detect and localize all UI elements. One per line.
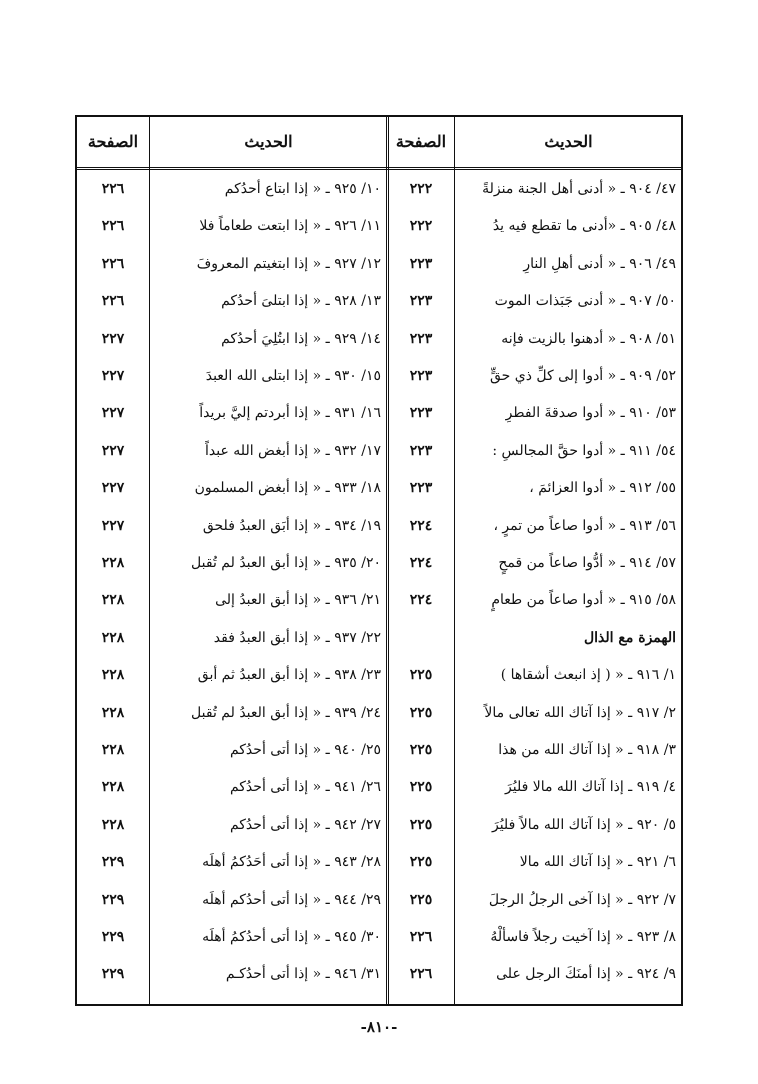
right-page-number: ٢٢٥ xyxy=(409,779,433,796)
left-page-number: ٢٢٨ xyxy=(101,816,125,833)
left-page-number: ٢٢٨ xyxy=(101,629,125,646)
left-page-number: ٢٢٩ xyxy=(101,929,125,945)
left-page-number: ٢٢٦ xyxy=(101,293,125,310)
left-page-number: ٢٢٨ xyxy=(101,592,125,609)
left-page-number: ٢٢٧ xyxy=(101,330,125,347)
right-hadith-entry: ٤٩/ ٩٠٦ ـ « أدنى أهلِ النارِ xyxy=(523,255,676,272)
right-hadith-entry: ٣/ ٩١٨ ـ « إذا آتاك الله من هذا xyxy=(498,742,676,758)
header-left-hadith: الحديث xyxy=(244,132,293,151)
right-hadith-entry: ٨/ ٩٢٣ ـ « إذا آخيت رجلاً فاسألْهُ xyxy=(490,929,676,945)
right-hadith-entry: ٤٨/ ٩٠٥ ـ «أدنى ما تقطع فيه يدُ xyxy=(492,218,676,235)
right-page-number xyxy=(388,620,454,656)
right-hadith-entry: ٥٥/ ٩١٢ ـ « أدوا العزائمَ ، xyxy=(529,480,676,497)
right-page-number: ٢٢٣ xyxy=(409,405,433,422)
left-hadith-entry: ٢٢/ ٩٣٧ ـ « إذا أبق العبدُ فقد xyxy=(213,629,381,646)
right-page-number: ٢٢٥ xyxy=(409,742,433,758)
right-page-number: ٢٢٣ xyxy=(409,330,433,347)
left-hadith-entry: ٢٠/ ٩٣٥ ـ « إذا أبق العبدُ لم تُقبل xyxy=(191,555,381,571)
left-hadith-entry: ١٣/ ٩٢٨ ـ « إذا ابتلىَ أحدُكم xyxy=(221,293,381,310)
left-page-number: ٢٢٦ xyxy=(101,181,125,197)
right-hadith-entry: ٢/ ٩١٧ ـ « إذا آتاك الله تعالى مالاً xyxy=(484,704,676,721)
right-page-number: ٢٢٣ xyxy=(409,442,433,459)
left-page-number: ٢٢٧ xyxy=(101,480,125,497)
right-page-number: ٢٢٢ xyxy=(409,181,433,197)
right-hadith-entry: ٥٢/ ٩٠٩ ـ « أدوا إلى كلِّ ذي حقٍّ xyxy=(490,368,676,384)
left-page-number: ٢٢٧ xyxy=(101,368,125,384)
right-hadith-entry: ٥/ ٩٢٠ ـ « إذا آتاك الله مالاً فليُرَ xyxy=(491,816,676,833)
left-hadith-entry: ٢٥/ ٩٤٠ ـ « إذا أتى أحدُكم xyxy=(229,742,381,758)
left-hadith-entry: ٢٩/ ٩٤٤ ـ « إذا أتى أحدُكم أهلَه xyxy=(202,891,381,908)
right-hadith-entry: ٥٠/ ٩٠٧ ـ « أدنى جَبَذات الموت xyxy=(494,293,676,310)
left-hadith-entry: ١٤/ ٩٢٩ ـ « إذا ابتُلِيَ أحدُكم xyxy=(221,330,381,347)
left-hadith-entry: ١٩/ ٩٣٤ ـ « إذا أبَق العبدُ فلحق xyxy=(202,517,381,534)
right-hadith-entry: ٥٦/ ٩١٣ ـ « أدوا صاعاً من تمرٍ ، xyxy=(493,517,676,534)
right-page-number: ٢٢٣ xyxy=(409,255,433,272)
left-hadith-entry: ٣١/ ٩٤٦ ـ « إذا أتى أحدُكـم xyxy=(225,966,381,983)
right-page-number: ٢٢٦ xyxy=(409,929,433,945)
left-hadith-entry: ٢٦/ ٩٤١ ـ « إذا أتى أحدُكم xyxy=(229,779,381,796)
header-right-page: الصفحة xyxy=(395,132,447,151)
header-left-page: الصفحة xyxy=(87,132,139,151)
left-page-number: ٢٢٧ xyxy=(101,405,125,422)
right-page-number: ٢٢٤ xyxy=(409,592,433,609)
left-hadith-entry: ٢٣/ ٩٣٨ ـ « إذا أبق العبدُ ثم أبق xyxy=(197,667,381,684)
right-hadith-entry: ٥٧/ ٩١٤ ـ « أدُّوا صاعاً من قمحٍ xyxy=(498,555,676,571)
right-hadith-entry: ٤/ ٩١٩ ـ إذا آتاك الله مالا فليُرَ xyxy=(505,779,676,796)
left-page-number: ٢٢٩ xyxy=(101,891,125,908)
right-hadith-entry: ٩/ ٩٢٤ ـ « إذا أمنَكَ الرجل على xyxy=(496,966,676,983)
left-page-number: ٢٢٨ xyxy=(101,742,125,758)
left-page-number: ٢٢٦ xyxy=(101,218,125,235)
left-hadith-entry: ١٢/ ٩٢٧ ـ « إذا ابتغيتم المعروفَ xyxy=(196,255,381,272)
section-heading: الهمزة مع الذال xyxy=(583,629,676,646)
right-hadith-entry: ٥٨/ ٩١٥ ـ « أدوا صاعاً من طعامٍ xyxy=(491,592,676,609)
header-divider xyxy=(77,167,681,170)
left-page-number: ٢٢٨ xyxy=(101,555,125,571)
right-page-number: ٢٢٣ xyxy=(409,480,433,497)
left-page-number: ٢٢٩ xyxy=(101,966,125,983)
page-number: -٨١٠- xyxy=(360,1018,398,1036)
right-page-number: ٢٢٥ xyxy=(409,667,433,684)
right-hadith-entry: ٥١/ ٩٠٨ ـ « أدهنوا بالزيت فإنه xyxy=(501,330,676,347)
right-page-number: ٢٢٦ xyxy=(409,966,433,983)
left-page-number: ٢٢٨ xyxy=(101,667,125,684)
left-hadith-entry: ١٧/ ٩٣٢ ـ « إذا أبغض الله عبداً xyxy=(205,442,381,459)
right-page-number: ٢٢٣ xyxy=(409,293,433,310)
right-hadith-entry: ٥٣/ ٩١٠ ـ « أدوا صدقةَ الفطرِ xyxy=(505,405,676,422)
divider-right-page xyxy=(454,117,455,1004)
left-hadith-entry: ١٨/ ٩٣٣ ـ « إذا أبغض المسلمون xyxy=(194,480,381,497)
right-page-number: ٢٢٢ xyxy=(409,218,433,235)
right-page-number: ٢٢٥ xyxy=(409,704,433,721)
left-hadith-entry: ١٥/ ٩٣٠ ـ « إذا ابتلى الله العبدَ xyxy=(205,368,381,384)
index-table xyxy=(75,115,683,1006)
left-hadith-entry: ٢١/ ٩٣٦ ـ « إذا أبق العبدُ إلى xyxy=(215,592,381,609)
right-page-number: ٢٢٤ xyxy=(409,517,433,534)
left-page-number: ٢٢٩ xyxy=(101,854,125,871)
left-hadith-entry: ٣٠/ ٩٤٥ ـ « إذا أتى أحدُكمُ أهلَه xyxy=(202,929,381,945)
right-hadith-entry: ٤٧/ ٩٠٤ ـ « أدنى أهل الجنة منزلةً xyxy=(482,181,676,197)
left-page-number: ٢٢٦ xyxy=(101,255,125,272)
left-page-number: ٢٢٧ xyxy=(101,517,125,534)
right-hadith-entry: ٧/ ٩٢٢ ـ « إذا آخى الرجلُ الرجلَ xyxy=(488,891,676,908)
header-right-hadith: الحديث xyxy=(544,132,593,151)
right-page-number: ٢٢٥ xyxy=(409,891,433,908)
right-hadith-entry: ١/ ٩١٦ ـ « ( إذ انبعث أشقاها ) xyxy=(500,667,676,684)
divider-left-page xyxy=(149,117,150,1004)
left-hadith-entry: ٢٤/ ٩٣٩ ـ « إذا أبق العبدُ لم تُقبل xyxy=(191,704,381,721)
left-hadith-entry: ٢٨/ ٩٤٣ ـ « إذا أتى أحَدُكمُ أهلَه xyxy=(202,854,381,871)
left-hadith-entry: ١١/ ٩٢٦ ـ « إذا ابتعت طعاماً فلا xyxy=(199,218,381,235)
right-hadith-entry: ٥٤/ ٩١١ ـ « أدوا حقَّ المجالسِ : xyxy=(492,442,676,459)
right-page-number: ٢٢٤ xyxy=(409,555,433,571)
left-hadith-entry: ٢٧/ ٩٤٢ ـ « إذا أتى أحدُكم xyxy=(229,816,381,833)
left-hadith-entry: ١٠/ ٩٢٥ ـ « إذا ابتاع أحدُكم xyxy=(224,181,381,197)
right-page-number: ٢٢٣ xyxy=(409,368,433,384)
right-page-number: ٢٢٥ xyxy=(409,854,433,871)
right-page-number: ٢٢٥ xyxy=(409,816,433,833)
left-page-number: ٢٢٨ xyxy=(101,779,125,796)
left-hadith-entry: ١٦/ ٩٣١ ـ « إذا أبردتم إليَّ بريداً xyxy=(199,405,381,422)
left-page-number: ٢٢٧ xyxy=(101,442,125,459)
right-hadith-entry: ٦/ ٩٢١ ـ « إذا آتاك الله مالا xyxy=(519,854,676,871)
left-page-number: ٢٢٨ xyxy=(101,704,125,721)
